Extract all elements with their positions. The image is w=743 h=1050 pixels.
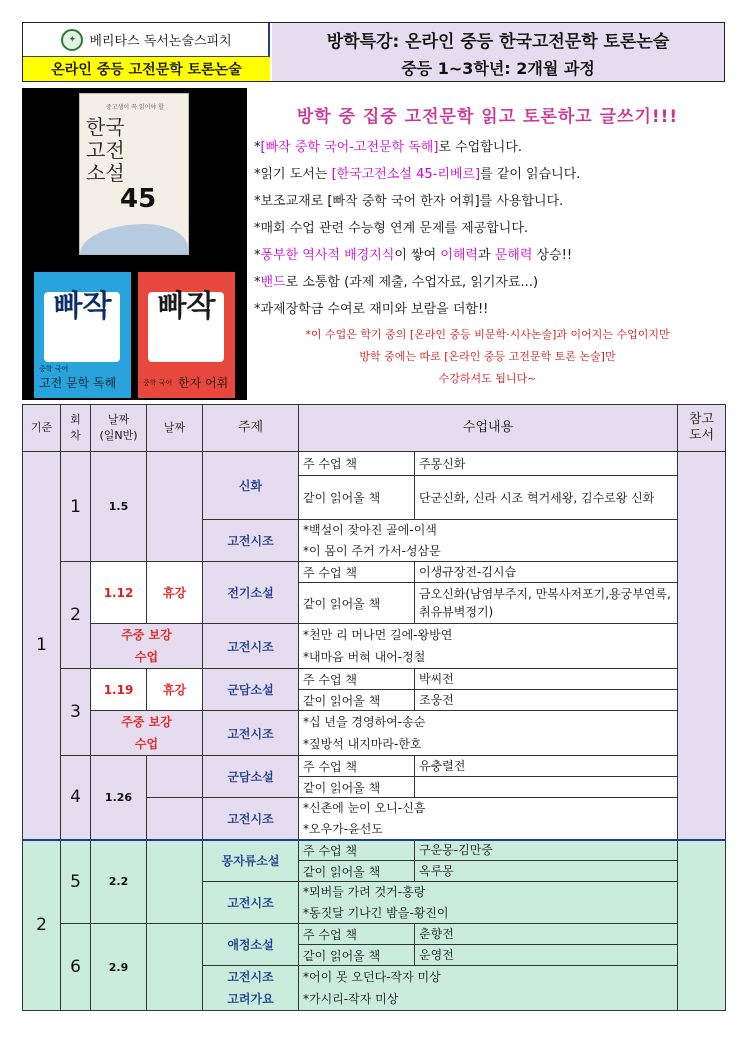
header-title-box (272, 23, 724, 81)
brand-name: 베리타스 독서논술스피치 (89, 34, 232, 49)
content-value: 유충렬전 (415, 756, 678, 777)
content-label: 같이 읽어올 책 (299, 690, 415, 711)
session-number: 1 (61, 452, 91, 562)
poem-line: *십 년을 경영하여-송순 (299, 711, 678, 734)
note-line: 방학 중에는 따로 [온라인 중등 고전문학 토론 논술]만 (359, 350, 616, 363)
content-value: 옥루몽 (415, 861, 678, 882)
topic-cell: 군담소설 (203, 756, 299, 798)
date-cell (147, 840, 203, 924)
intro-line-scholarship: *과제장학금 수여로 재미와 보람을 더함!! (254, 302, 489, 317)
page-title: 방학특강: 온라인 중등 한국고전문학 토론논술 (326, 31, 670, 52)
poem-line: *짚방석 내지마라-한호 (299, 733, 678, 756)
poem-line: *신촌에 눈이 오니-신흠 (299, 798, 678, 819)
poem-line: *오우가-윤선도 (299, 819, 678, 840)
col-content: 수업내용 (299, 405, 678, 452)
book-cover-title: 빠작 (157, 289, 216, 324)
session-date: 1.19 (91, 669, 147, 711)
session-date: 2.9 (91, 924, 147, 1011)
topic-cell: 군담소설 (203, 669, 299, 711)
topic-cell: 애정소설 (203, 924, 299, 966)
table-row (23, 756, 726, 777)
content-value: 금오신화(남염부주지, 만복사저포기,용궁부연록,취유뷰벽정기) (415, 583, 678, 624)
content-value: 춘향전 (415, 924, 678, 945)
date-cell (147, 924, 203, 1011)
table-row (23, 924, 726, 945)
makeup-note: 주중 보강 수업 (91, 624, 203, 669)
session-date: 1.5 (91, 452, 147, 562)
note-line: *이 수업은 학기 중의 [온라인 중등 비문학·시사논술]과 이어지는 수업이지만 (305, 328, 670, 341)
content-value: 조웅전 (415, 690, 678, 711)
book-cover-subtitle: 중고생이 꼭 읽어야 할 (106, 104, 164, 111)
content-value: 박씨전 (415, 669, 678, 690)
content-label: 같이 읽어올 책 (299, 861, 415, 882)
intro-line-band: *밴드로 소통함 (과제 제출, 수업자료, 읽기자료...) (254, 275, 539, 290)
book-cover-ppajak-literature (34, 272, 131, 398)
topic-cell: 고전시조 (203, 882, 299, 924)
holiday-label: 휴강 (147, 669, 203, 711)
session-date: 1.12 (91, 562, 147, 624)
intro-line-reading: *읽기 도서는 [한국고전소설 45-리베르]를 같이 읽습니다. (254, 167, 581, 182)
session-number: 5 (61, 840, 91, 924)
col-date-n: 날짜 (일N반) (91, 405, 147, 452)
book-cover-number: 45 (120, 184, 157, 214)
content-value (415, 777, 678, 798)
col-session: 회 차 (61, 405, 91, 452)
content-value: 단군신화, 신라 시조 혁거세왕, 김수로왕 신화 (415, 476, 678, 520)
topic-cell: 전기소설 (203, 562, 299, 624)
poem-line: *어이 못 오던다-작자 미상 (299, 966, 678, 989)
page-subtitle: 중등 1~3학년: 2개월 과정 (401, 58, 595, 78)
intro-line-benefit: *풍부한 역사적 배경지식이 쌓여 이해력과 문해력 상승!! (254, 248, 573, 263)
poem-line: *동짓달 기나긴 밤을-황진이 (299, 903, 678, 924)
intro-note (250, 324, 725, 390)
header (22, 22, 725, 82)
makeup-note: 주중 보강 수업 (91, 711, 203, 756)
book-cover-grade: 중학 국어 (143, 379, 173, 387)
date-cell (147, 798, 203, 840)
brand-row (23, 23, 270, 56)
content-label: 주 수업 책 (299, 840, 415, 861)
table-row (23, 669, 726, 690)
book-covers-panel (22, 88, 247, 400)
intro-line-textbook: *[빠작 중학 국어-고전문학 독해]로 수업합니다. (254, 140, 523, 155)
content-label: 같이 읽어올 책 (299, 945, 415, 966)
book-cover-korean-classic-45 (79, 93, 189, 255)
topic-cell: 고전시조 (203, 624, 299, 669)
content-label: 주 수업 책 (299, 562, 415, 583)
month-cell: 1 (23, 452, 61, 840)
poem-line: *가시리-작자 미상 (299, 988, 678, 1011)
topic-cell: 신화 (203, 452, 299, 520)
col-topic: 주제 (203, 405, 299, 452)
course-name: 온라인 중등 고전문학 토론논술 (23, 56, 270, 81)
book-cover-title: 한국 고전 소설 (86, 115, 125, 185)
schedule-table (22, 404, 725, 1011)
date-cell (147, 452, 203, 562)
table-row (23, 840, 726, 861)
table-row (23, 624, 726, 647)
course-description (250, 88, 725, 400)
session-number: 4 (61, 756, 91, 840)
session-date: 2.2 (91, 840, 147, 924)
session-number: 3 (61, 669, 91, 756)
content-label: 같이 읽어올 책 (299, 476, 415, 520)
date-cell (147, 756, 203, 798)
ref-cell (678, 452, 726, 840)
session-number: 2 (61, 562, 91, 669)
content-label: 주 수업 책 (299, 924, 415, 945)
book-cover-grade: 중학 국어 (39, 365, 69, 373)
holiday-label: 휴강 (147, 562, 203, 624)
intro-line-problems: *매회 수업 관련 수능형 연계 문제를 제공합니다. (254, 221, 529, 236)
table-row (23, 562, 726, 583)
col-month: 기준 (23, 405, 61, 452)
col-ref: 참고 도서 (678, 405, 726, 452)
topic-cell: 고전시조 (203, 798, 299, 840)
content-value: 구운몽-김만중 (415, 840, 678, 861)
intro-headline: 방학 중 집중 고전문학 읽고 토론하고 글쓰기!!! (296, 107, 679, 127)
poem-line: *내마음 버혀 내어-정철 (299, 646, 678, 669)
session-number: 6 (61, 924, 91, 1011)
poem-line: *천만 리 머나먼 길에-왕방연 (299, 624, 678, 647)
intro-line-supplement: *보조교재로 [빠작 중학 국어 한자 어휘]를 사용합니다. (254, 194, 564, 209)
poem-line: *뫼버들 가려 것거-홍랑 (299, 882, 678, 903)
content-value: 운영전 (415, 945, 678, 966)
table-row (23, 711, 726, 734)
topic-cell: 몽자류소설 (203, 840, 299, 882)
content-value: 주몽신화 (415, 452, 678, 476)
topic-cell: 고전시조 (203, 711, 299, 756)
book-cover-subject: 한자 어휘 (178, 376, 229, 390)
topic-cell: 고전시조 고려가요 (203, 966, 299, 1011)
content-label: 주 수업 책 (299, 669, 415, 690)
header-brand (23, 23, 270, 81)
session-date: 1.26 (91, 756, 147, 840)
poem-line: *백설이 잦아진 골에-이색 (299, 520, 678, 541)
book-cover-ppajak-hanja (138, 272, 235, 398)
book-cover-title: 빠작 (53, 289, 112, 324)
table-header-row (23, 405, 726, 452)
content-value: 이생규장전-김시습 (415, 562, 678, 583)
table-row (23, 452, 726, 476)
cover-illustration (80, 224, 188, 254)
col-date: 날짜 (147, 405, 203, 452)
ref-cell (678, 840, 726, 1011)
note-line: 수강하셔도 됩니다~ (438, 372, 537, 385)
book-cover-subject: 고전 문학 독해 (39, 376, 117, 390)
content-label: 같이 읽어올 책 (299, 583, 415, 624)
poem-line: *이 몸이 주거 가서-성삼문 (299, 541, 678, 562)
content-label: 같이 읽어올 책 (299, 777, 415, 798)
content-label: 주 수업 책 (299, 452, 415, 476)
content-label: 주 수업 책 (299, 756, 415, 777)
month-cell: 2 (23, 840, 61, 1011)
school-seal-icon: ✦ (61, 29, 83, 51)
topic-cell: 고전시조 (203, 520, 299, 562)
